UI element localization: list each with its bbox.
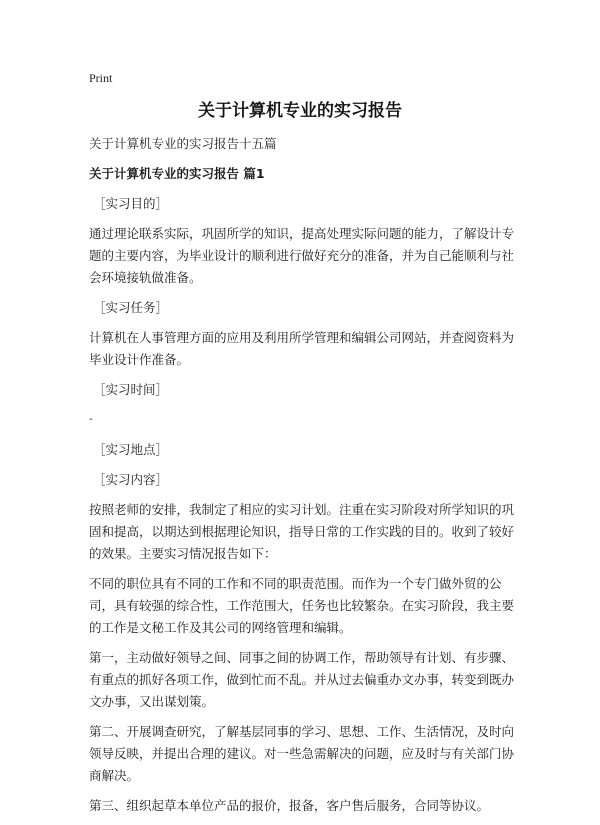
purpose-paragraph: 通过理论联系实际，巩固所学的知识，提高处理实际问题的能力，了解设计专题的主要内容，为毕业设计的顺利进行做好充分的准备，并为自己能顺利与社会环境接轨做准备。 bbox=[89, 226, 515, 285]
document-subtitle: 关于计算机专业的实习报告十五篇 bbox=[89, 136, 277, 151]
task-paragraph: 计算机在人事管理方面的应用及利用所学管理和编辑公司网站，并查阅资料为毕业设计作准备。 bbox=[89, 330, 515, 367]
second-paragraph: 第二、开展调查研究，了解基层同事的学习、思想、工作、生活情况，及时向领导反映，并提出合理的建议。对一些急需解决的问题，应及时与有关部门协商解决。 bbox=[89, 724, 515, 783]
first-paragraph: 第一，主动做好领导之间、同事之间的协调工作，帮助领导有计划、有步骤、有重点的抓好各项工作，做到忙而不乱。并从过去偏重办文办事，转变到既办文办事，又出谋划策。 bbox=[89, 650, 515, 709]
time-label: ［实习时间］ bbox=[93, 382, 169, 397]
task-label: ［实习任务］ bbox=[93, 300, 169, 315]
page-title: 关于计算机专业的实习报告 bbox=[198, 101, 402, 121]
positions-paragraph: 不同的职位具有不同的工作和不同的职责范围。而作为一个专门做外贸的公司，具有较强的综合性，工作范围大，任务也比较繁杂。在实习阶段，我主要的工作是文秘工作及其公司的网络管理和编辑。 bbox=[89, 576, 515, 635]
time-value: - bbox=[89, 414, 93, 425]
place-label: ［实习地点］ bbox=[93, 442, 169, 457]
document-body bbox=[89, 133, 519, 825]
purpose-label: ［实习目的］ bbox=[93, 196, 169, 211]
content-label: ［实习内容］ bbox=[93, 472, 169, 487]
third-paragraph: 第三、组织起草本单位产品的报价，报备，客户售后服务，合同等协议。 bbox=[89, 798, 490, 813]
section-heading: 关于计算机专业的实习报告 篇1 bbox=[89, 166, 265, 181]
print-label[interactable]: Print bbox=[89, 71, 113, 85]
content-paragraph: 按照老师的安排，我制定了相应的实习计划。注重在实习阶段对所学知识的巩固和提高，以期达到根据理论知识，指导日常的工作实践的目的。收到了较好的效果。主要实习情况报告如下： bbox=[89, 502, 515, 561]
